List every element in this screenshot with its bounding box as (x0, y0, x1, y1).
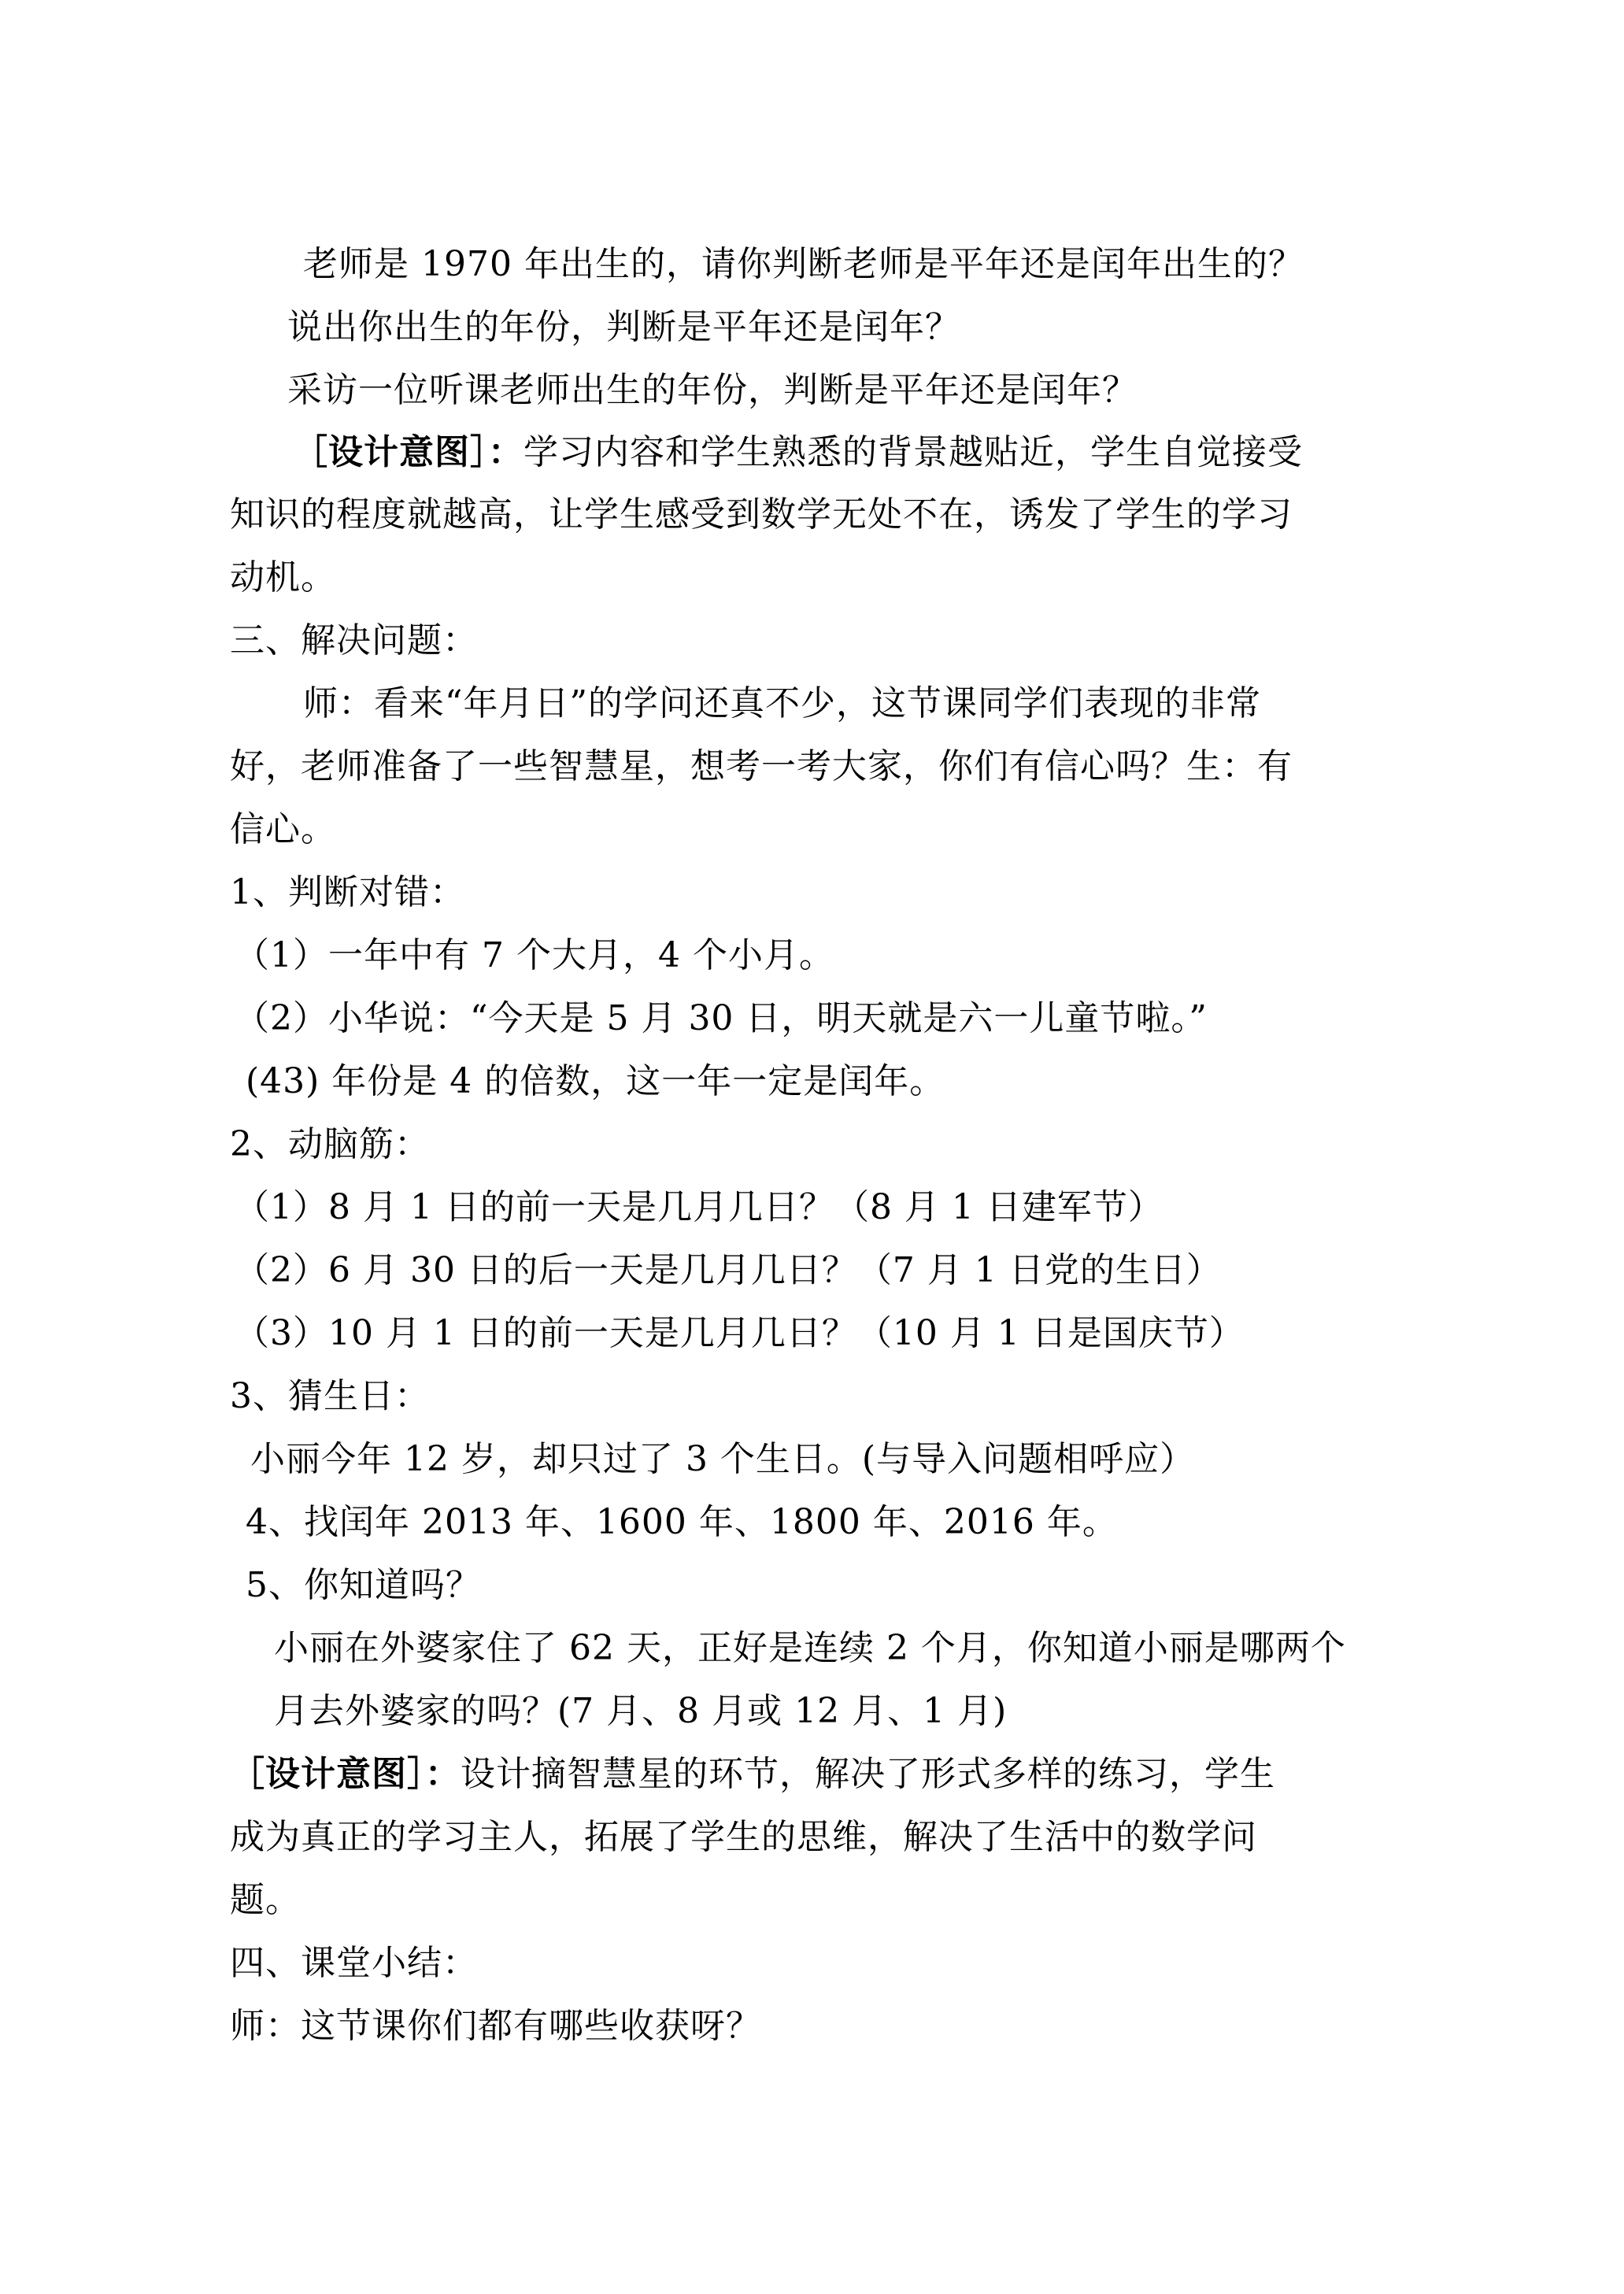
text-line: 说出你出生的年份，判断是平年还是闰年？ (287, 307, 960, 347)
design-intent-label: ［设计意图］： (293, 432, 523, 472)
subsection-heading: 4、找闰年 2013 年、1600 年、1800 年、2016 年。 (246, 1502, 1118, 1542)
subsection-heading: 5、你知道吗？ (246, 1565, 481, 1605)
text-line: 老师是 1970 年出生的，请你判断老师是平年还是闰年出生的？ (303, 244, 1304, 284)
list-item: (43) 年份是 4 的倍数，这一年一定是闰年。 (246, 1061, 945, 1101)
text-line: 成为真正的学习主人，拓展了学生的思维，解决了生活中的数学问 (230, 1817, 1257, 1857)
design-intent-text: 学习内容和学生熟悉的背景越贴近，学生自觉接受 (523, 432, 1303, 472)
design-intent-text: 设计摘智慧星的环节，解决了形式多样的练习，学生 (461, 1754, 1275, 1794)
list-item: （2）小华说：“今天是 5 月 30 日，明天就是六一儿童节啦。” (235, 998, 1208, 1038)
text-line: 好，老师准备了一些智慧星，想考一考大家，你们有信心吗？生：有 (230, 746, 1293, 786)
design-intent-label: ［设计意图］： (230, 1754, 461, 1794)
text-line: 动机。 (230, 557, 336, 598)
list-item: （1）一年中有 7 个大月，4 个小月。 (235, 935, 834, 975)
list-item: （2）6 月 30 日的后一天是几月几日？（7 月 1 日党的生日） (235, 1250, 1222, 1290)
text-line: 信心。 (230, 809, 336, 849)
list-item: （1）8 月 1 日的前一天是几月几日？（8 月 1 日建军节） (235, 1187, 1163, 1227)
text-line: 采访一位听课老师出生的年份，判断是平年还是闰年？ (287, 370, 1138, 410)
text-line: 师：看来“年月日”的学问还真不少，这节课同学们表现的非常 (303, 683, 1261, 723)
subsection-heading: 1、判断对错： (230, 872, 465, 912)
text-line (293, 429, 1303, 476)
text-line (230, 1751, 1275, 1798)
text-line: 小丽在外婆家住了 62 天，正好是连续 2 个月，你知道小丽是哪两个 (274, 1628, 1346, 1668)
text-line: 题。 (230, 1880, 301, 1920)
list-item: （3）10 月 1 日的前一天是几月几日？（10 月 1 日是国庆节） (235, 1313, 1245, 1353)
section-heading: 三、解决问题： (230, 620, 478, 660)
section-heading: 四、课堂小结： (230, 1943, 478, 1983)
text-line: 小丽今年 12 岁，却只过了 3 个生日。(与导入问题相呼应） (250, 1439, 1196, 1479)
subsection-heading: 2、动脑筋： (230, 1124, 430, 1164)
subsection-heading: 3、猜生日： (230, 1376, 430, 1416)
text-line: 知识的程度就越高，让学生感受到数学无处不在，诱发了学生的学习 (230, 494, 1293, 535)
text-line: 师：这节课你们都有哪些收获呀？ (230, 2006, 761, 2046)
text-line: 月去外婆家的吗？(7 月、8 月或 12 月、1 月) (274, 1691, 1008, 1731)
